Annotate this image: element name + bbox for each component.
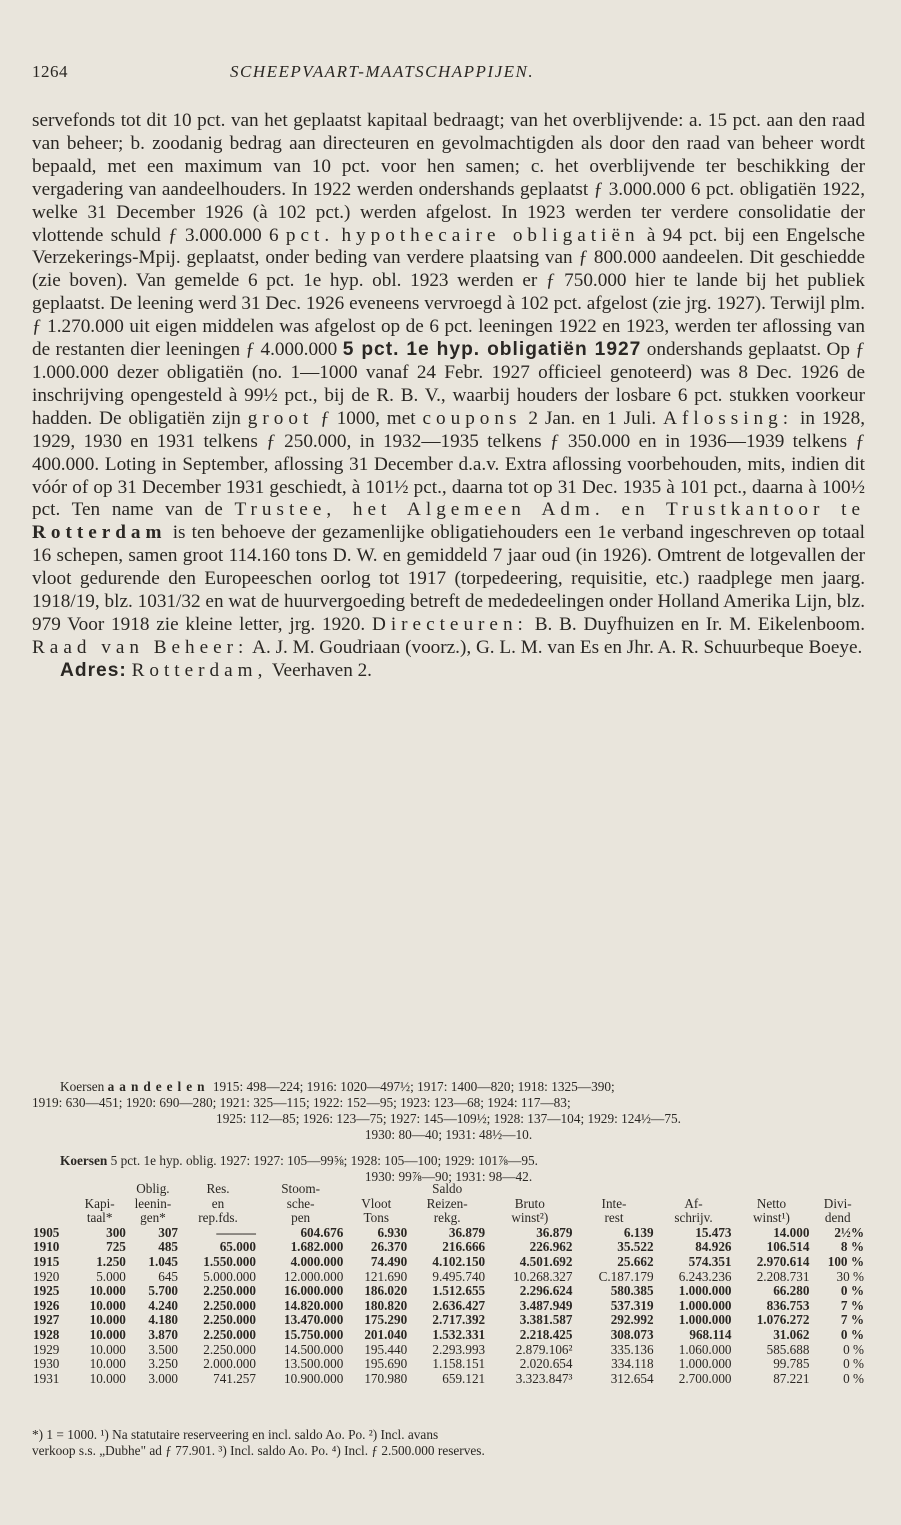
table-cell: 2.296.624 [519, 1283, 573, 1299]
table-cell: 106.514 [766, 1239, 810, 1255]
table-cell: 1.000.000 [678, 1356, 732, 1372]
table-cell: 3.500 [148, 1341, 179, 1357]
table-cell-year: 1930 [33, 1356, 60, 1372]
column-header-line: Vloot [361, 1195, 392, 1211]
table-cell: 15.750.000 [283, 1326, 344, 1342]
table-cell: 2.250.000 [203, 1312, 256, 1328]
table-cell: 5.000.000 [203, 1268, 256, 1284]
column-header-line: dend [824, 1210, 851, 1226]
table-cell: 300 [106, 1224, 126, 1240]
table-cell: 30 % [836, 1268, 864, 1284]
table-cell: 2.250.000 [203, 1326, 256, 1342]
table-cell: 7 % [840, 1297, 864, 1313]
table-cell: 1.158.151 [432, 1356, 486, 1372]
column-header [408, 1182, 486, 1226]
table-cell: 2.636.427 [432, 1297, 486, 1313]
column-header-line: Tons [363, 1210, 389, 1226]
running-head [32, 62, 865, 84]
koersen-label: Koersen [60, 1079, 105, 1094]
table-cell: 15.473 [695, 1224, 732, 1240]
table-cell: 8 % [840, 1239, 864, 1255]
table-cell: 10.000 [89, 1341, 126, 1357]
column-header [573, 1182, 654, 1226]
table-cell: 1.045 [148, 1253, 179, 1269]
table-cell: 6.139 [623, 1224, 654, 1240]
running-title: SCHEEPVAART-MAATSCHAPPIJEN. [230, 62, 535, 81]
table-cell: 6.930 [377, 1224, 408, 1240]
table-cell: 7 % [840, 1312, 864, 1328]
table-cell: 1.000.000 [678, 1283, 732, 1299]
table-cell: 170.980 [364, 1370, 408, 1386]
table-cell: 10.000 [89, 1326, 126, 1342]
table-cell: 0 % [843, 1356, 864, 1372]
table-cell-year: 1915 [33, 1253, 60, 1269]
table-cell: 180.820 [364, 1297, 408, 1313]
label-adres: Adres: [60, 659, 127, 681]
table-cell: 216.666 [442, 1239, 486, 1255]
table-cell: 14.820.000 [283, 1297, 344, 1313]
table-cell-year: 1910 [33, 1239, 60, 1255]
table-cell: 10.000 [89, 1283, 126, 1299]
table-cell-year: 1926 [33, 1297, 60, 1313]
column-header [257, 1182, 344, 1226]
table-cell: 31.062 [773, 1326, 810, 1342]
column-header-line: schrijv. [674, 1210, 713, 1226]
table-cell: 10.000 [89, 1356, 126, 1372]
column-header-line: en [211, 1195, 225, 1211]
table-cell-year: 1929 [33, 1341, 60, 1357]
table-cell: 13.500.000 [283, 1356, 344, 1372]
koersen-label: Koersen [60, 1153, 108, 1168]
footnotes [32, 1427, 865, 1458]
table-cell-year: 1905 [33, 1224, 60, 1240]
table-cell: 66.280 [773, 1283, 810, 1299]
table-cell: 2.717.392 [432, 1312, 486, 1328]
label-raad-van-beheer: Raad van Beheer: [32, 636, 249, 658]
table-cell: 4.000.000 [290, 1253, 344, 1269]
address-city: Rotterdam, [131, 659, 268, 681]
footnote-line: *) 1 = 1000. ¹) Na statutaire reserveering en incl. saldo Ao. Po. ²) Incl. avans [32, 1427, 439, 1442]
table-cell: 2.879.106² [515, 1341, 573, 1357]
table-cell: 4.102.150 [432, 1253, 486, 1269]
table-cell: 1.076.272 [756, 1312, 810, 1328]
table-cell: 1.000.000 [678, 1312, 732, 1328]
table-cell: 25.662 [617, 1253, 654, 1269]
column-header [344, 1182, 408, 1226]
table-cell: 14.000 [773, 1224, 810, 1240]
table-cell: 195.690 [364, 1356, 408, 1372]
text-span-spaced: pct. [285, 224, 335, 246]
table-cell: 100 % [827, 1253, 864, 1269]
table-row [32, 1343, 865, 1358]
column-header [72, 1182, 126, 1226]
table-cell: 4.501.692 [519, 1253, 573, 1269]
column-header-line: Oblig. [136, 1181, 170, 1196]
label-directeuren: Directeuren: [371, 613, 528, 635]
table-cell: 16.000.000 [283, 1283, 344, 1299]
table-cell: 1.682.000 [290, 1239, 344, 1255]
koersen-values: 1915: 498—224; 1916: 1020—497½; 1917: 1400—820; 1918: 1325—390; [212, 1079, 615, 1094]
table-cell: 312.654 [610, 1370, 654, 1386]
column-header-line: winst²) [511, 1210, 549, 1226]
text-span: is ten behoeve der gezamenlijke obligatiehouders een 1e verband ingeschreven op totaal 16 schepen, samen groot 114.160 tons D. W. en gemiddeld 7 jaar oud (in 1926). Omtrent de lotgevallen der vloot gedurende den Europeeschen oorlog tot 1917 (torpedeering, requisitie, etc.) raadplege men jaarg. 1918/19, blz. 1031/32 en wat de huurvergoeding betreft de mededeelingen onder Holland Amerika Lijn, blz. 979 Voor 1918 zie kleine letter, jrg. 1920. [32, 522, 866, 635]
table-cell: 308.073 [610, 1326, 654, 1342]
table-cell: 74.490 [370, 1253, 408, 1269]
column-header-line: pen [291, 1210, 311, 1226]
column-header-line: rekg. [433, 1210, 461, 1226]
table-cell: 485 [158, 1239, 179, 1255]
table-cell: 0 % [843, 1341, 864, 1357]
table-cell: ——— [216, 1224, 256, 1240]
column-header-line: leenin- [134, 1195, 172, 1211]
table-cell: 585.688 [766, 1341, 810, 1357]
table-cell: 10.000 [89, 1312, 126, 1328]
table-cell: 2.020.654 [519, 1356, 573, 1372]
table-row [32, 1284, 865, 1299]
table-cell: 968.114 [689, 1326, 732, 1342]
table-row [32, 1226, 865, 1241]
table-cell: 87.221 [773, 1370, 810, 1386]
table-cell: 10.000 [89, 1370, 126, 1386]
table-row [32, 1328, 865, 1343]
column-header-line: winst¹) [753, 1210, 790, 1226]
table-cell: 580.385 [610, 1283, 654, 1299]
page-number: 1264 [32, 62, 68, 81]
koersen-oblig-line [32, 1153, 865, 1169]
table-cell: 65.000 [219, 1239, 256, 1255]
table-row [32, 1270, 865, 1285]
table-cell: 226.962 [529, 1239, 573, 1255]
company-description [32, 110, 865, 683]
emphasis-aflossing: Aflossing: [663, 407, 794, 429]
table-cell: 14.500.000 [283, 1341, 344, 1357]
table-cell: 99.785 [773, 1356, 810, 1372]
table-cell: 186.020 [364, 1283, 408, 1299]
column-header-line: rest [604, 1210, 624, 1226]
column-header-line: Reizen- [426, 1195, 468, 1211]
table-cell: 292.992 [610, 1312, 654, 1328]
column-header-line: Stoom- [281, 1181, 321, 1196]
table-cell: 0 % [840, 1283, 864, 1299]
table-cell: 4.180 [148, 1312, 179, 1328]
table-row [32, 1299, 865, 1314]
table-cell: 307 [158, 1224, 179, 1240]
table-cell-year: 1928 [33, 1326, 60, 1342]
table-cell: 35.522 [617, 1239, 654, 1255]
text-span: A. J. M. Goudriaan (voorz.), G. L. M. van Es en Jhr. A. R. Schuurbeque Boeye. [252, 636, 863, 658]
emphasis-trustee: Trustee, het Algemeen Adm. en Trustkantoor te [234, 499, 865, 521]
column-header-line: Kapi- [84, 1195, 115, 1211]
table-cell: 2½% [834, 1224, 864, 1240]
column-header [486, 1182, 573, 1226]
table-row [32, 1313, 865, 1328]
table-cell: 1.512.655 [432, 1283, 486, 1299]
column-header [810, 1182, 865, 1226]
table-cell: 335.136 [610, 1341, 654, 1357]
column-header [733, 1182, 811, 1226]
column-header [179, 1182, 257, 1226]
table-cell: 0 % [843, 1370, 864, 1386]
table-row [32, 1240, 865, 1255]
column-header [655, 1182, 733, 1226]
koersen-values: 5 pct. 1e hyp. oblig. 1927: 1927: 105—99⅝; 1928: 105—100; 1929: 101⅞—95. [110, 1153, 538, 1168]
table-cell: 10.000 [89, 1297, 126, 1313]
text-span: B. B. Duyfhuizen en Ir. M. Eikelenboom. [534, 613, 865, 635]
table-cell: 2.970.614 [756, 1253, 810, 1269]
text-span: in 1928, 1929, 1930 en 1931 telkens ƒ 250.000, in 1932—1935 telkens ƒ 350.000 en in 1936—1939 telkens ƒ 400.000. Loting in September, aflossing 31 December d.a.v. Extra aflossing voorbehouden, mits, indien dit vóór of op 31 December 1931 geschiedt, à 101½ pct., daarna tot op 31 Dec. 1935 à 101 pct., daarna à 100½ pct. Ten name van de [32, 407, 866, 521]
table-cell-year: 1931 [33, 1370, 60, 1386]
table-cell: 2.250.000 [203, 1297, 256, 1313]
emphasis-bond-title: 5 pct. 1e hyp. obligatiën 1927 [342, 339, 642, 361]
table-cell: 175.290 [364, 1312, 408, 1328]
financial-table [32, 1182, 865, 1386]
column-header-line: Saldo [432, 1181, 463, 1196]
koersen-values-line: 1919: 630—451; 1920: 690—280; 1921: 325—115; 1922: 152—95; 1923: 123—68; 1924: 117—83; [32, 1095, 571, 1110]
table-cell: 36.879 [536, 1224, 573, 1240]
table-cell: 121.690 [364, 1268, 408, 1284]
column-header-line: Res. [206, 1181, 230, 1196]
column-header-line: Af- [684, 1195, 703, 1211]
table-cell: 741.257 [213, 1370, 256, 1386]
table-cell: 26.370 [370, 1239, 408, 1255]
column-header-line: Divi- [823, 1195, 852, 1211]
column-header-line: Bruto [514, 1195, 545, 1211]
table-row [32, 1255, 865, 1270]
table-cell: 537.319 [610, 1297, 654, 1313]
emphasis-coupons: coupons [422, 407, 522, 429]
table-cell: 5.000 [96, 1268, 126, 1284]
table-cell: 1.060.000 [678, 1341, 732, 1357]
column-header [32, 1182, 72, 1226]
address-line [32, 660, 865, 683]
emphasis-rotterdam: Rotterdam [32, 522, 167, 544]
table-cell-year: 1920 [33, 1268, 60, 1284]
koersen-values-line: 1925: 112—85; 1926: 123—75; 1927: 145—109½; 1928: 137—104; 1929: 124½—75. [216, 1111, 681, 1126]
table-cell: 1.532.331 [432, 1326, 486, 1342]
footnote-line: verkoop s.s. „Dubhe" ad ƒ 77.901. ³) Incl. saldo Ao. Po. ⁴) Incl. ƒ 2.500.000 reserves. [32, 1442, 485, 1458]
table-cell: 659.121 [442, 1370, 486, 1386]
text-span: à 94 pct. bij een Engelsche Verzekerings-Mpij. geplaatst, onder beding van verdere plaatsing van ƒ 800.000 aandeelen. Dit geschiedde (zie boven). Van gemelde 6 pct. 1e hyp. obl. 1923 werden er ƒ 750.000 hier te lande bij het publiek geplaatst. De leening werd 31 Dec. 1926 eveneens vervroegd à 102 pct. afgelost (zie jrg. 1927). Terwijl plm. ƒ 1.270.000 uit eigen middelen was afgelost op de 6 pct. leeningen 1922 en 1923, werden ter aflossing van de restanten dier leeningen ƒ 4.000.000 [32, 224, 865, 361]
table-cell: 3.250 [148, 1356, 179, 1372]
table-cell: 9.495.740 [432, 1268, 486, 1284]
address-street: Veerhaven 2. [271, 659, 372, 681]
table-cell: 13.470.000 [283, 1312, 344, 1328]
table-cell: 2.000.000 [203, 1356, 256, 1372]
table-cell-year: 1927 [33, 1312, 60, 1328]
column-header-line: Inte- [601, 1195, 627, 1211]
column-header [127, 1182, 179, 1226]
table-cell: 836.753 [766, 1297, 810, 1313]
table-row [32, 1372, 865, 1387]
table-cell: 195.440 [364, 1341, 408, 1357]
table-cell: 5.700 [148, 1283, 179, 1299]
emphasis-groot: groot [247, 407, 314, 429]
table-cell: 604.676 [300, 1224, 344, 1240]
table-row [32, 1357, 865, 1372]
text-span: ondershands geplaatst. Op ƒ 1.000.000 dezer obligatiën (no. 1—1000 vanaf 24 Febr. 1927 officieel genoteerd) was 8 Dec. 1926 de inschrijving opengesteld à 99½ pct., bij de R. B. V., waarbij houders der losbare 6 pct. stukken voorkeur hadden. De obligatiën zijn [32, 339, 866, 429]
column-header-line: taal* [86, 1210, 113, 1226]
table-cell: 1.250 [96, 1253, 126, 1269]
table-cell: 1.000.000 [678, 1297, 732, 1313]
table-cell: 201.040 [364, 1326, 408, 1342]
table-body [32, 1226, 865, 1387]
table-cell: 10.900.000 [283, 1370, 344, 1386]
table-cell: 2.293.993 [432, 1341, 486, 1357]
table-cell: 725 [106, 1239, 126, 1255]
column-header-line: gen* [140, 1210, 166, 1226]
table-cell: 574.351 [688, 1253, 732, 1269]
table-cell: 3.381.587 [519, 1312, 573, 1328]
table-cell: 6.243.236 [678, 1268, 732, 1284]
koersen-aandeelen-line [32, 1079, 865, 1095]
table-header-row [32, 1182, 865, 1226]
table-cell: 0 % [840, 1326, 864, 1342]
share-prices [32, 1079, 865, 1185]
table-cell: 3.000 [148, 1370, 179, 1386]
table-cell: 3.487.949 [519, 1297, 573, 1313]
table-cell: 4.240 [148, 1297, 179, 1313]
koersen-values-line: 1930: 80—40; 1931: 48½—10. [364, 1127, 533, 1142]
table-cell: 645 [158, 1268, 179, 1284]
table-cell: 2.208.731 [756, 1268, 810, 1284]
table-cell: 2.250.000 [203, 1283, 256, 1299]
table-cell: 10.268.327 [513, 1268, 573, 1284]
table-cell: 3.323.847³ [515, 1370, 573, 1386]
emphasis-hypothecaire: hypothecaire obligatiën [341, 224, 640, 246]
text-span: ƒ 1000, met [320, 407, 416, 429]
table-cell: 3.870 [148, 1326, 179, 1342]
table-cell: 2.218.425 [519, 1326, 573, 1342]
column-header-line: sche- [286, 1195, 315, 1211]
table-cell: C.187.179 [598, 1268, 654, 1284]
table-cell: 84.926 [695, 1239, 732, 1255]
column-header-line: rep.fds. [198, 1210, 238, 1226]
table-cell-year: 1925 [33, 1283, 60, 1299]
body-paragraph [32, 110, 865, 660]
table-cell: 2.250.000 [203, 1341, 256, 1357]
column-header-line: Netto [756, 1195, 787, 1211]
table-cell: 2.700.000 [678, 1370, 732, 1386]
table-cell: 1.550.000 [203, 1253, 256, 1269]
text-span: 2 Jan. en 1 Juli. [528, 407, 657, 429]
koersen-aandeelen-word: aandeelen [107, 1079, 210, 1094]
text-span: servefonds tot dit 10 pct. van het geplaatst kapitaal bedraagt; van het overblijvende: a. 15 pct. aan den raad van beheer; b. zoodanig bedrag aan directeuren en gevolmachtigden als door den raad van beheer wordt bepaald, met een maximum van 10 pct. voor hen samen; c. het overblijvende ter beschikking der vergadering van aandeelhouders. In 1922 werden ondershands geplaatst ƒ 3.000.000 6 pct. obligatiën 1922, welke 31 December 1926 (à 102 pct.) werden afgelost. In 1923 werden ter verdere consolidatie der vlottende schuld ƒ 3.000.000 6 [32, 110, 865, 246]
table-cell: 334.118 [611, 1356, 654, 1372]
table-cell: 12.000.000 [283, 1268, 344, 1284]
koersen-values-line: 1930: 99⅞—90; 1931: 98—42. [364, 1169, 533, 1184]
table-cell: 36.879 [448, 1224, 486, 1240]
